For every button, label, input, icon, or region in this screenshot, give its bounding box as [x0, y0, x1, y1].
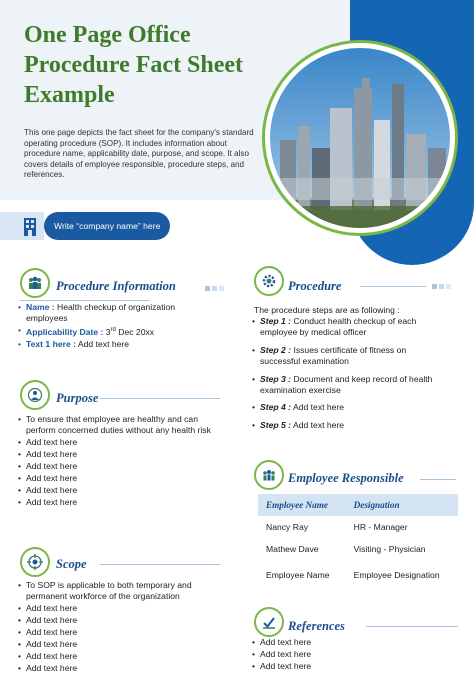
crosshair-icon — [20, 547, 50, 577]
purpose-rule — [100, 398, 220, 399]
list-item: • Step 1 : Conduct health checkup of each employee by medical officer — [252, 316, 448, 339]
references-list — [252, 637, 448, 673]
procedure-information-list — [18, 302, 218, 351]
building-icon — [22, 216, 38, 236]
table-cell: HR - Manager — [353, 521, 408, 532]
page-title: One Page Office Procedure Fact Sheet Example — [24, 22, 244, 108]
procedure-information-heading: Procedure Information — [56, 279, 176, 293]
list-item: • Add text here — [252, 661, 448, 672]
list-item: • Add text here — [18, 473, 218, 484]
table-row — [258, 516, 458, 538]
list-item: • Step 3 : Document and keep record of health examination exercise — [252, 374, 448, 397]
table-cell: Nancy Ray — [266, 521, 309, 532]
employee-responsible-heading: Employee Responsible — [288, 471, 404, 485]
city-skyline-image — [270, 48, 450, 228]
table-row — [258, 538, 458, 560]
column-header: Employee Name — [258, 494, 346, 516]
list-item: • Step 4 : Add text here — [252, 402, 448, 413]
team-icon — [20, 268, 50, 298]
procedure-heading: Procedure — [288, 279, 342, 293]
scope-list — [18, 580, 218, 675]
target-person-icon — [20, 380, 50, 410]
company-name-pill: Write “company name” here — [44, 212, 170, 240]
list-item: • Step 5 : Add text here — [252, 420, 448, 431]
list-item: • Applicability Date : 3rd Dec 20xx — [18, 325, 218, 338]
intro-paragraph: This one page depicts the fact sheet for the company's standard operating procedure (SOP). It includes information about procedure name, applicability date, purpose, and scope. It also covers details of employee responsible, procedure steps, and references. — [24, 128, 254, 180]
list-item: • Add text here — [252, 637, 448, 648]
list-item: • Add text here — [18, 639, 218, 650]
table-cell: Visiting - Physician — [353, 543, 426, 554]
list-item: • Add text here — [18, 449, 218, 460]
list-item: • Add text here — [18, 437, 218, 448]
purpose-list — [18, 414, 218, 509]
table-header-row — [258, 494, 458, 516]
list-item: • Add text here — [18, 615, 218, 626]
table-row — [258, 560, 458, 590]
list-item: • To ensure that employee are healthy and can perform concerned duties without any health risk — [18, 414, 218, 437]
table-cell: Employee Name — [266, 569, 330, 580]
people-icon — [254, 460, 284, 490]
list-item: • Step 2 : Issues certificate of fitness on successful examination — [252, 345, 448, 368]
employee-table — [258, 494, 458, 590]
list-item: • Add text here — [18, 497, 218, 508]
table-cell: Mathew Dave — [266, 543, 319, 554]
scope-rule — [100, 564, 220, 565]
list-item: • Add text here — [18, 627, 218, 638]
procedure-dots — [432, 284, 451, 289]
gear-icon — [254, 266, 284, 296]
list-item: • Add text here — [18, 603, 218, 614]
hand-check-icon — [254, 607, 284, 637]
list-item: • Add text here — [252, 649, 448, 660]
procedure-information-rule — [20, 300, 150, 301]
references-rule — [366, 626, 458, 627]
employee-responsible-rule — [420, 479, 456, 480]
procedure-steps-list — [252, 316, 448, 432]
table-cell: Employee Designation — [353, 569, 440, 580]
procedure-intro: The procedure steps are as following : — [254, 305, 400, 315]
list-item: • Text 1 here : Add text here — [18, 339, 218, 350]
list-item: • To SOP is applicable to both temporary and permanent workforce of the organization — [18, 580, 218, 603]
list-item: • Name : Health checkup of organization employees — [18, 302, 218, 325]
list-item: • Add text here — [18, 651, 218, 662]
purpose-heading: Purpose — [56, 391, 99, 405]
procedure-information-dots — [205, 286, 224, 291]
column-header: Designation — [346, 494, 458, 516]
references-heading: References — [288, 619, 345, 633]
scope-heading: Scope — [56, 557, 87, 571]
list-item: • Add text here — [18, 485, 218, 496]
list-item: • Add text here — [18, 461, 218, 472]
procedure-rule — [360, 286, 426, 287]
list-item: • Add text here — [18, 663, 218, 674]
